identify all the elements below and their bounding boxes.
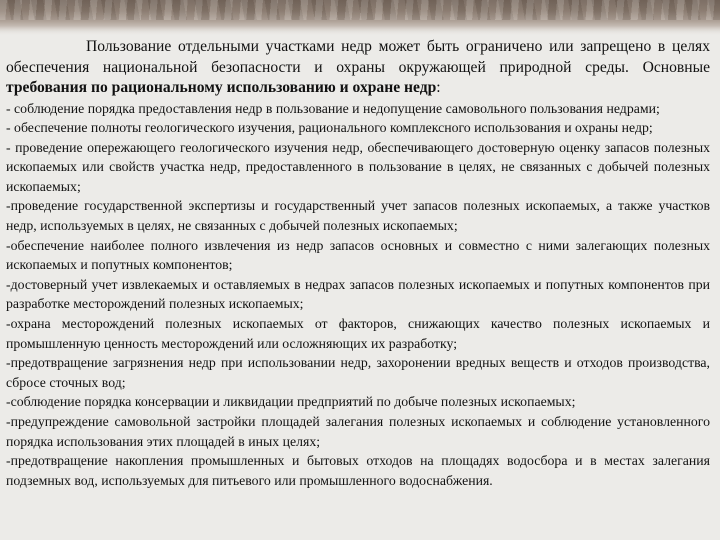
requirement-item: -проведение государственной экспертизы и государственный учет запасов полезных ископаемых, а также участков недр, используемых в целях, не связанных с добычей полезных ископаемых; xyxy=(6,198,710,234)
requirements-heading: требования по рациональному использованию и охране недр xyxy=(6,79,437,96)
requirement-item: -обеспечение наиболее полного извлечения из недр запасов основных и совместно с ними залегающих полезных ископаемых и попутных компонентов; xyxy=(6,237,710,273)
requirement-item: -соблюдение порядка консервации и ликвидации предприятий по добыче полезных ископаемых; xyxy=(6,394,576,410)
decorative-header-banner xyxy=(0,0,720,36)
requirement-item: -достоверный учет извлекаемых и оставляемых в недрах запасов полезных ископаемых и попутных компонентов при разработке месторождений полезных ископаемых; xyxy=(6,276,710,312)
intro-paragraph xyxy=(6,37,710,99)
requirement-item: -охрана месторождений полезных ископаемых от факторов, снижающих качество полезных ископаемых и промышленную ценность месторождений или осложняющих их разработку; xyxy=(6,316,710,351)
requirement-item: -предупреждение самовольной застройки площадей залегания полезных ископаемых и соблюдение установленного порядка использования этих площадей в иных целях; xyxy=(6,414,710,449)
requirement-item: - обеспечение полноты геологического изучения, рационального комплексного использования и охраны недр; xyxy=(6,120,653,136)
intro-lead: Основные xyxy=(642,58,710,76)
heading-colon: : xyxy=(436,79,441,96)
requirement-item: -предотвращение загрязнения недр при использовании недр, захоронении вредных веществ и отходов производства, сбросе сточных вод; xyxy=(6,355,710,390)
slide-content xyxy=(6,37,710,490)
requirements-list xyxy=(6,99,710,491)
requirement-item: -предотвращение накопления промышленных и бытовых отходов на площадях водосбора и в местах залегания подземных вод, используемых для питьевого или промышленного водоснабжения. xyxy=(6,453,710,488)
requirement-item: - проведение опережающего геологического изучения недр, обеспечивающего достоверную оценку запасов полезных ископаемых или свойств участка недр, предоставленного в пользование в целях, не связанных с добычей полезных ископаемых; xyxy=(6,139,710,194)
requirement-item: - соблюдение порядка предоставления недр в пользование и недопущение самовольного пользования недрами; xyxy=(6,100,660,116)
intro-sentence: Пользование отдельными участками недр может быть ограничено или запрещено в целях обеспечения национальной безопасности и охраны окружающей природной среды. xyxy=(6,38,710,76)
